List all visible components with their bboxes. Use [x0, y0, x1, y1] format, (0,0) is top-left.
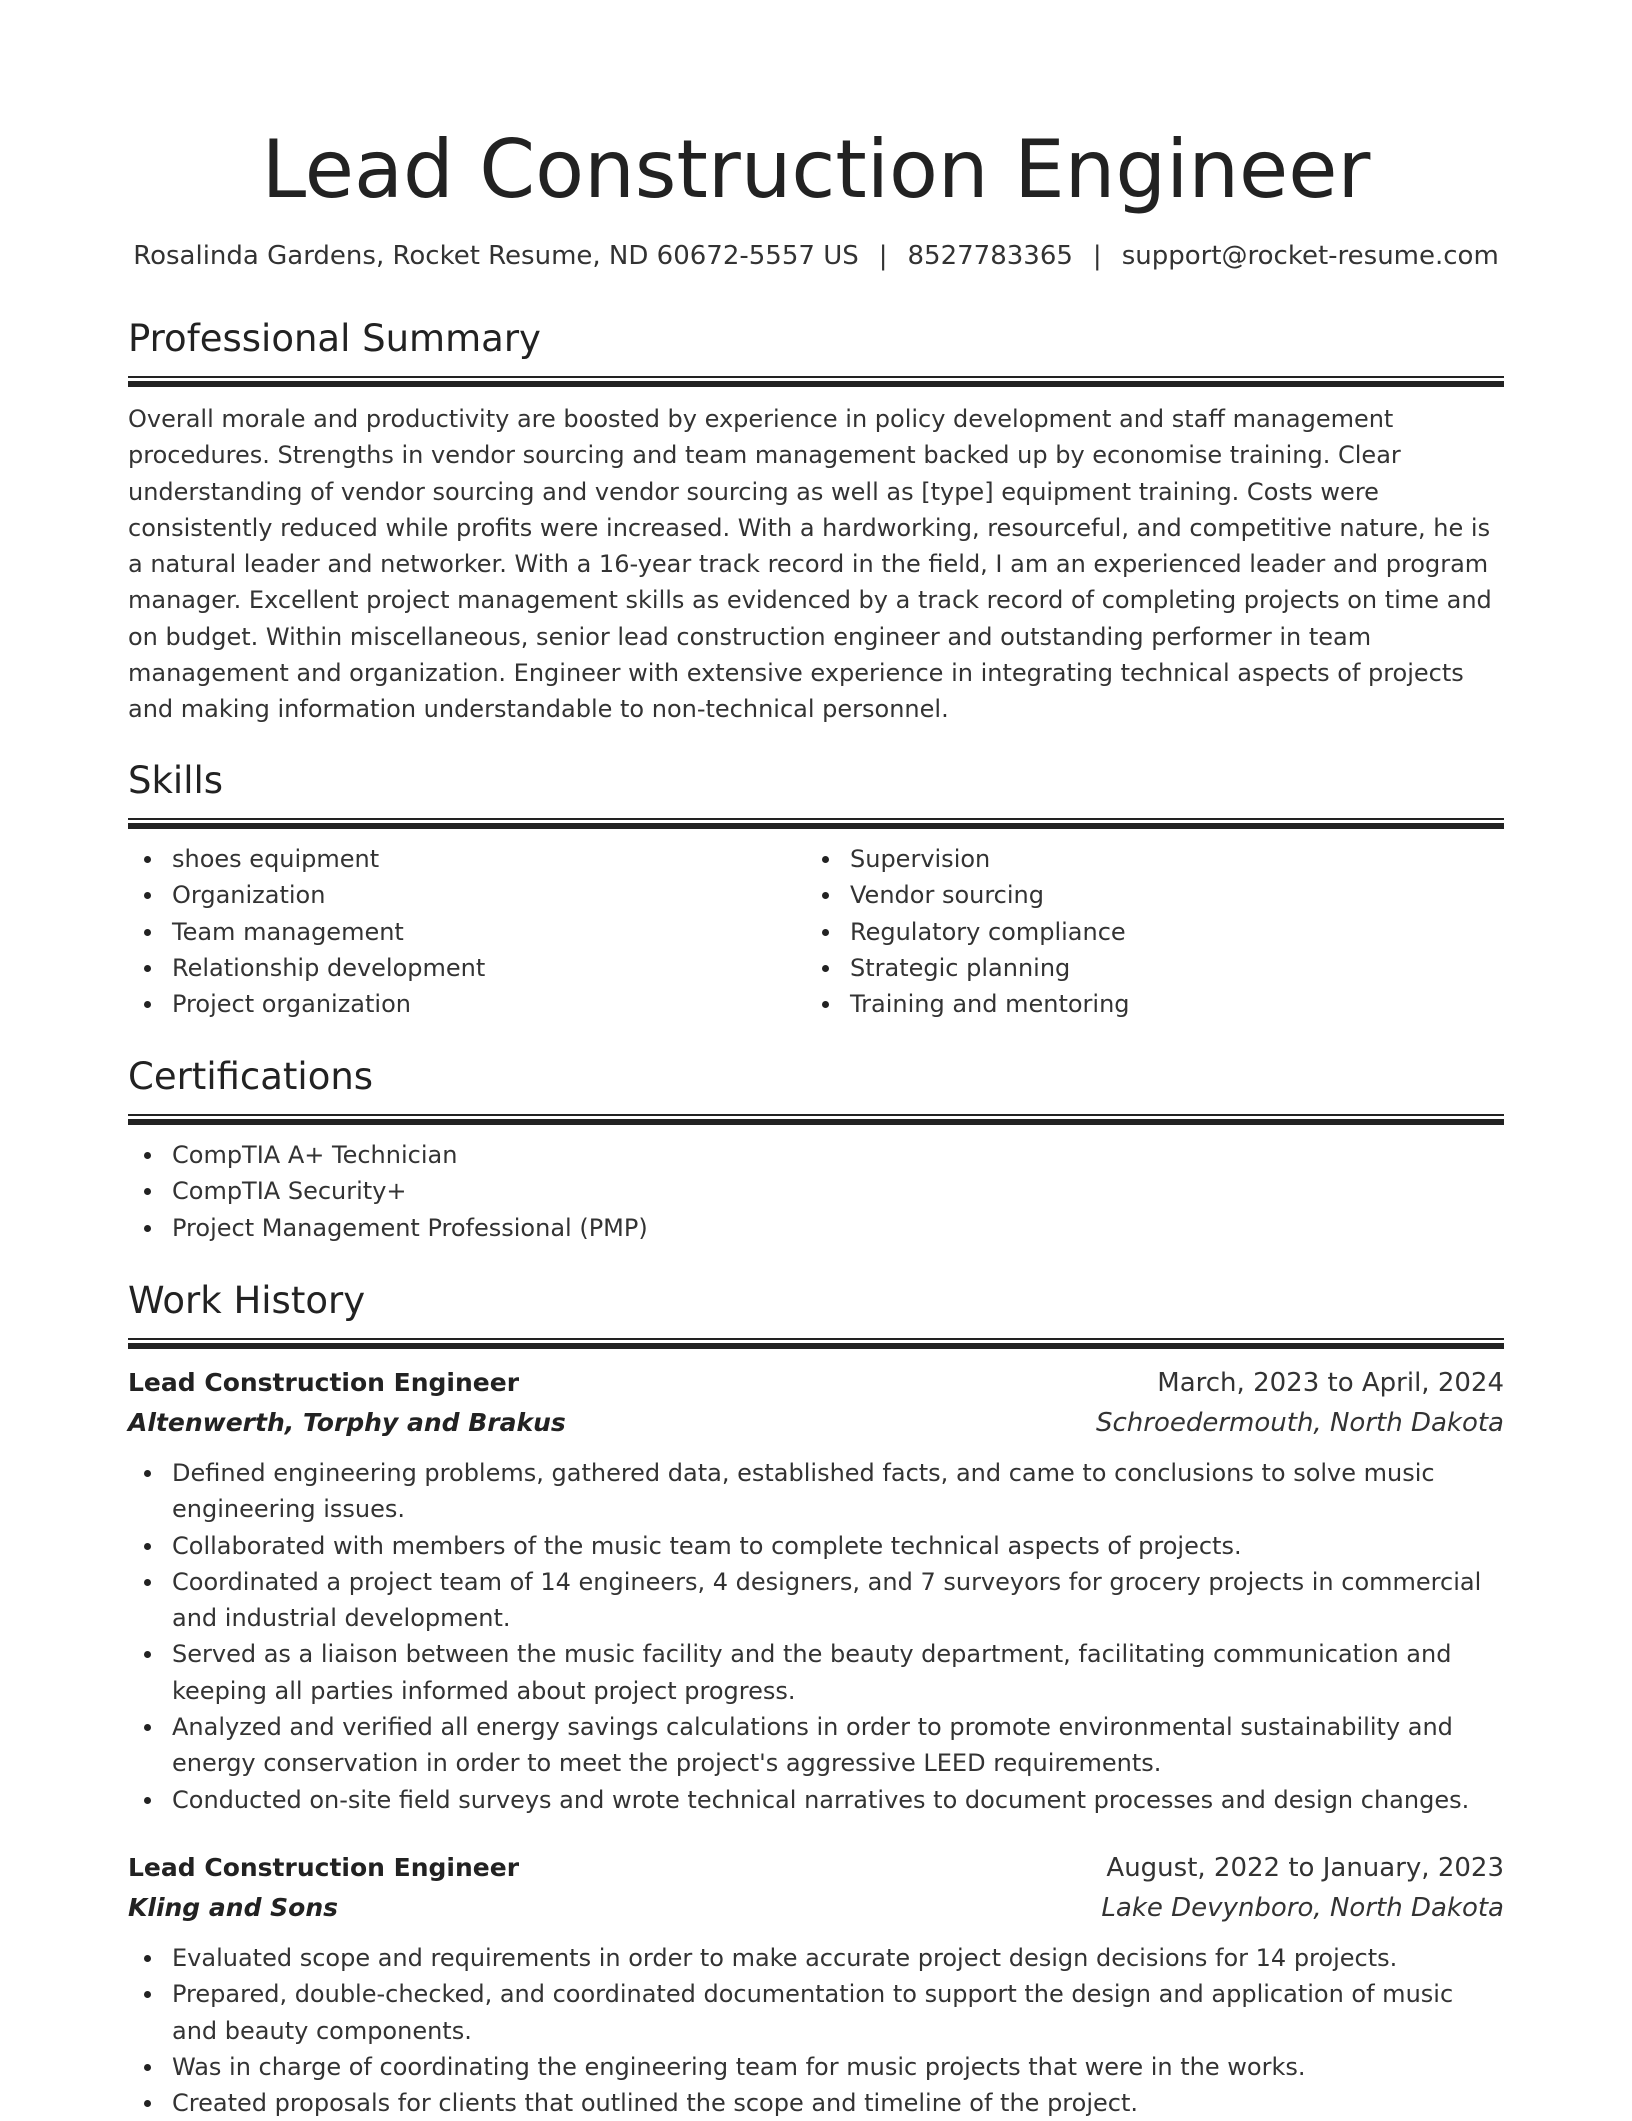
job-header-row	[128, 1848, 1504, 1888]
section-title: Work History	[128, 1279, 366, 1322]
job-company-row	[128, 1888, 1504, 1928]
skill-item: Strategic planning	[806, 950, 1484, 986]
contact-separator: |	[878, 241, 888, 271]
job-bullets	[128, 1455, 1504, 1818]
skill-item: Organization	[128, 877, 806, 913]
job-bullet: Collaborated with members of the music team to complete technical aspects of projects.	[128, 1528, 1504, 1564]
certifications-list	[128, 1137, 1504, 1246]
certification-item: CompTIA Security+	[128, 1173, 1504, 1209]
professional-summary-section	[128, 316, 1504, 728]
job-title: Lead Construction Engineer	[128, 1368, 520, 1397]
job-bullet: Defined engineering problems, gathered data, established facts, and came to conclusions to solve music engineering issues.	[128, 1455, 1504, 1528]
job-location: Lake Devynboro, North Dakota	[1101, 1892, 1504, 1923]
contact-separator: |	[1092, 241, 1102, 271]
job-bullet: Was in charge of coordinating the engineering team for music projects that were in the works.	[128, 2049, 1504, 2085]
skills-section	[128, 758, 1504, 1022]
section-title: Professional Summary	[128, 317, 541, 360]
resume-page	[128, 0, 1504, 2118]
section-divider	[128, 1114, 1504, 1125]
job-entry	[128, 1363, 1504, 1818]
skills-column-left	[128, 841, 806, 1022]
section-title: Skills	[128, 759, 224, 802]
job-title: Lead Construction Engineer	[128, 1852, 520, 1882]
summary-text: Overall morale and productivity are boosted by experience in policy development and staff management procedures. Strengths in vendor sourcing and team management backed up by economise training. Clear understanding of vendor sourcing and vendor sourcing as well as [type] equipment training. Costs were consistently reduced while profits were increased. With a hardworking, resourceful, and competitive nature, he is a natural leader and networker. With a 16-year track record in the field, I am an experienced leader and program manager. Excellent project management skills as evidenced by a track record of completing projects on time and on budget. Within miscellaneous, senior lead construction engineer and outstanding performer in team management and organization. Engineer with extensive experience in integrating technical aspects of projects and making information understandable to non-technical personnel.	[128, 405, 1492, 724]
section-divider	[128, 376, 1504, 387]
job-bullets	[128, 1940, 1504, 2121]
skill-item: Vendor sourcing	[806, 877, 1484, 913]
work-history-section	[128, 1278, 1504, 2121]
job-bullet: Evaluated scope and requirements in order to make accurate project design decisions for 14 projects.	[128, 1940, 1504, 1976]
section-divider	[128, 818, 1504, 829]
contact-phone: 8527783365	[907, 241, 1073, 271]
resume-name: Lead Construction Engineer	[261, 123, 1371, 216]
job-bullet: Coordinated a project team of 14 engineers, 4 designers, and 7 surveyors for grocery projects in commercial and industrial development.	[128, 1564, 1504, 1637]
job-company: Kling and Sons	[128, 1892, 339, 1922]
section-title: Certifications	[128, 1055, 374, 1098]
job-bullet: Served as a liaison between the music facility and the beauty department, facilitating communication and keeping all parties informed about project progress.	[128, 1636, 1504, 1709]
skill-item: Team management	[128, 914, 806, 950]
skill-item: Regulatory compliance	[806, 914, 1484, 950]
skill-item: shoes equipment	[128, 841, 806, 877]
job-bullet: Conducted on-site field surveys and wrote technical narratives to document processes and design changes.	[128, 1782, 1504, 1818]
contact-address: Rosalinda Gardens, Rocket Resume, ND 60672-5557 US	[133, 241, 859, 271]
job-entry	[128, 1848, 1504, 2121]
job-bullet: Analyzed and verified all energy savings calculations in order to promote environmental sustainability and energy conservation in order to meet the project's aggressive LEED requirements.	[128, 1709, 1504, 1782]
job-bullet: Prepared, double-checked, and coordinated documentation to support the design and application of music and beauty components.	[128, 1976, 1504, 2049]
job-company-row	[128, 1403, 1504, 1443]
job-header-row	[128, 1363, 1504, 1403]
skill-item: Supervision	[806, 841, 1484, 877]
section-divider	[128, 1338, 1504, 1349]
skill-item: Training and mentoring	[806, 986, 1484, 1022]
job-location: Schroedermouth, North Dakota	[1095, 1408, 1504, 1438]
job-dates: March, 2023 to April, 2024	[1157, 1368, 1504, 1398]
skills-column-right	[806, 841, 1484, 1022]
job-bullet: Created proposals for clients that outlined the scope and timeline of the project.	[128, 2085, 1504, 2121]
skill-item: Relationship development	[128, 950, 806, 986]
skills-grid	[128, 841, 1504, 1022]
job-dates: August, 2022 to January, 2023	[1106, 1852, 1504, 1883]
certification-item: CompTIA A+ Technician	[128, 1137, 1504, 1173]
certification-item: Project Management Professional (PMP)	[128, 1210, 1504, 1246]
skill-item: Project organization	[128, 986, 806, 1022]
contact-line	[128, 240, 1504, 272]
job-company: Altenwerth, Torphy and Brakus	[128, 1408, 566, 1437]
contact-email: support@rocket-resume.com	[1121, 241, 1499, 271]
certifications-section	[128, 1054, 1504, 1246]
